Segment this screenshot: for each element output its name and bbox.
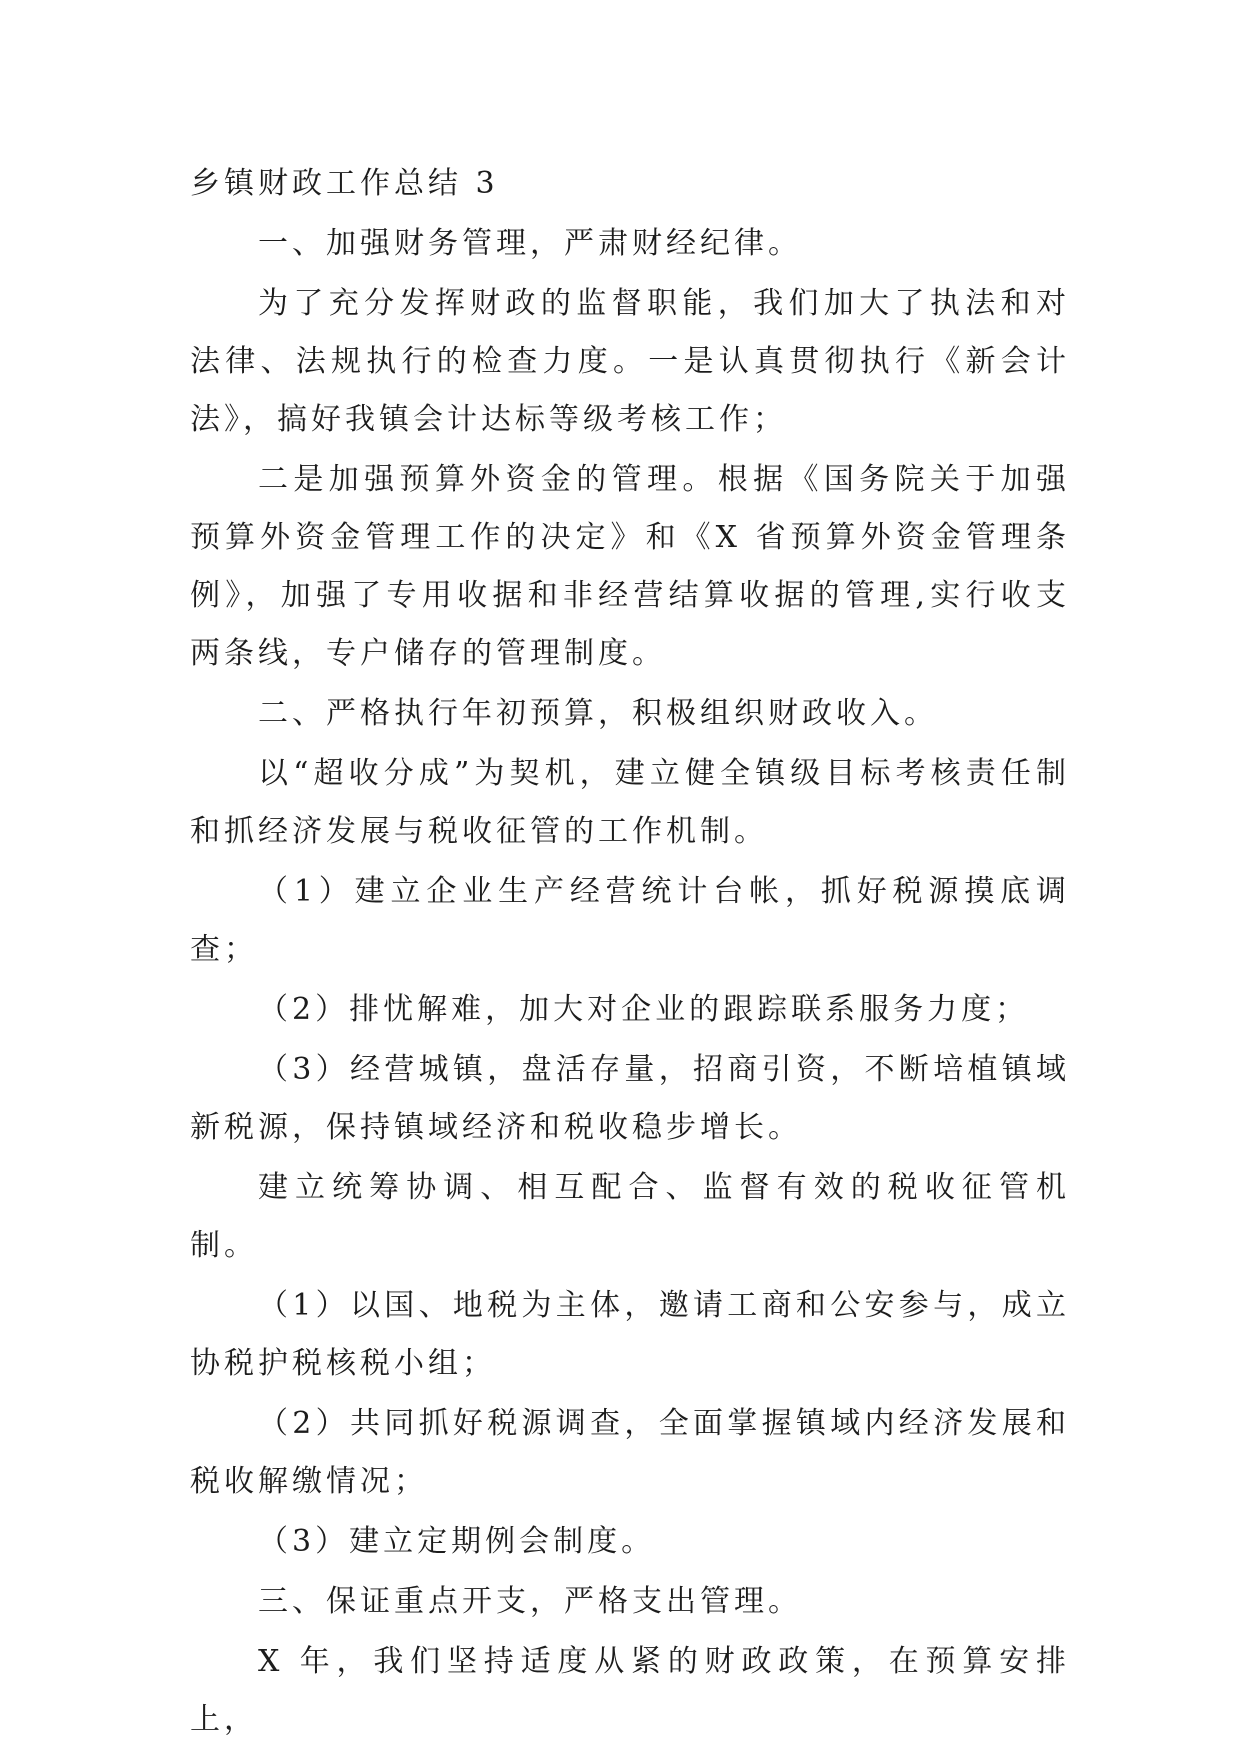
- paragraph: 以“超收分成”为契机，建立健全镇级目标考核责任制和抓经济发展与税收征管的工作机制。: [190, 756, 1070, 849]
- section-heading-1: 一、加强财务管理，严肃财经纪律。: [258, 226, 802, 261]
- paragraph: 建立统筹协调、相互配合、监督有效的税收征管机制。: [190, 1170, 1070, 1263]
- list-item: （1）以国、地税为主体，邀请工商和公安参与，成立协税护税核税小组；: [190, 1288, 1070, 1381]
- paragraph: 为了充分发挥财政的监督职能，我们加大了执法和对法律、法规执行的检查力度。一是认真贯彻执行《新会计法》，搞好我镇会计达标等级考核工作；: [190, 286, 1070, 437]
- list-item: （2）排忧解难，加大对企业的跟踪联系服务力度；: [258, 992, 1030, 1027]
- section-heading-2: 二、严格执行年初预算，积极组织财政收入。: [258, 696, 938, 731]
- list-item: （2）共同抓好税源调查，全面掌握镇域内经济发展和税收解缴情况；: [190, 1406, 1070, 1499]
- document-body: [190, 155, 1070, 1751]
- list-item: （1）建立企业生产经营统计台帐，抓好税源摸底调查；: [190, 874, 1070, 967]
- list-item: （3）建立定期例会制度。: [258, 1524, 656, 1559]
- paragraph: 二是加强预算外资金的管理。根据《国务院关于加强预算外资金管理工作的决定》和《X 省预算外资金管理条例》，加强了专用收据和非经营结算收据的管理,实行收支两条线，专户储存的管理制度。: [190, 462, 1070, 671]
- paragraph: X 年，我们坚持适度从紧的财政政策，在预算安排上，: [190, 1644, 1070, 1737]
- document-title: 乡镇财政工作总结 3: [190, 166, 499, 201]
- list-item: （3）经营城镇，盘活存量，招商引资，不断培植镇域新税源，保持镇域经济和税收稳步增长。: [190, 1052, 1070, 1145]
- section-heading-3: 三、保证重点开支，严格支出管理。: [258, 1584, 802, 1619]
